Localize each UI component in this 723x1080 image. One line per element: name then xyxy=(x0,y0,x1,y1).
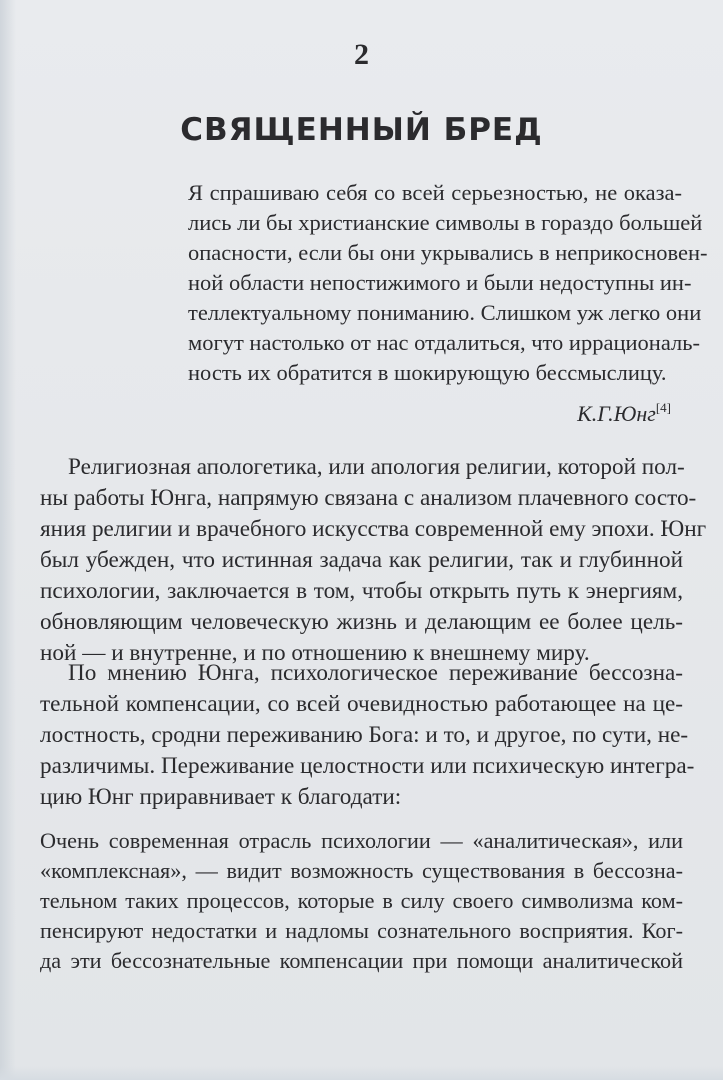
paragraph-line: тельной компенсации, со всей очевидностью работающее на це- xyxy=(40,691,683,717)
epigraph-line: теллектуальному пониманию. Слишком уж легко они xyxy=(188,300,702,325)
chapter-title: СВЯЩЕННЫЙ БРЕД xyxy=(180,112,543,148)
footnote-reference[interactable]: [4] xyxy=(655,400,671,415)
epigraph-attribution xyxy=(577,400,671,427)
epigraph-line: ность их обратится в шокирующую бессмыслицу. xyxy=(188,360,667,385)
block-quote xyxy=(40,826,683,976)
paragraph-line: психологии, заключается в том, чтобы открыть путь к энергиям, xyxy=(40,578,683,604)
quote-line: да эти бессознательные компенсации при помощи аналитической xyxy=(40,948,683,973)
paragraph-line: лостность, сродни переживанию Бога: и то, и другое, по сути, не- xyxy=(40,722,689,748)
paragraph-line: Религиозная апологетика, или апология религии, которой пол- xyxy=(68,454,685,480)
paragraph-line: ны работы Юнга, напрямую связана с анализом плачевного состо- xyxy=(40,485,697,511)
quote-line: «комплексная», — видит возможность существования в бессозна- xyxy=(40,858,683,883)
epigraph-line: опасности, если бы они укрывались в неприкосновен- xyxy=(188,240,708,265)
epigraph-line: могут настолько от нас отдалиться, что иррациональ- xyxy=(188,330,700,355)
epigraph-line: ной области непостижимого и были недоступны ин- xyxy=(188,270,692,295)
chapter-number: 2 xyxy=(354,38,369,71)
epigraph-line: Я спрашиваю себя со всей серьезностью, не оказа- xyxy=(188,180,682,205)
paragraph-line: обновляющим человеческую жизнь и делающим ее более цель- xyxy=(40,609,683,635)
epigraph-line: лись ли бы христианские символы в гораздо большей xyxy=(188,210,703,235)
paragraph-line: яния религии и врачебного искусства современной ему эпохи. Юнг xyxy=(40,516,707,542)
quote-line: тельном таких процессов, которые в силу своего символизма ком- xyxy=(40,888,683,913)
paragraph-2 xyxy=(40,658,695,813)
epigraph xyxy=(188,178,708,388)
epigraph-author: К.Г.Юнг xyxy=(577,401,656,426)
paragraph-line: цию Юнг приравнивает к благодати: xyxy=(40,784,402,810)
paragraph-line: ной — и внутренне, и по отношению к внешнему миру. xyxy=(40,640,590,666)
quote-line: пенсируют недостатки и надломы сознательного восприятия. Ког- xyxy=(40,918,683,943)
page-edge-shadow xyxy=(0,0,16,1080)
paragraph-line: был убежден, что истинная задача как религии, так и глубинной xyxy=(40,547,683,573)
paragraph-line: По мнению Юнга, психологическое переживание бессозна- xyxy=(68,660,683,686)
paragraph-line: различимы. Переживание целостности или психическую интегра- xyxy=(40,753,695,779)
quote-line: Очень современная отрасль психологии — «аналитическая», или xyxy=(40,828,683,853)
page-bottom-shadow xyxy=(0,1066,723,1080)
paragraph-1 xyxy=(40,452,707,669)
